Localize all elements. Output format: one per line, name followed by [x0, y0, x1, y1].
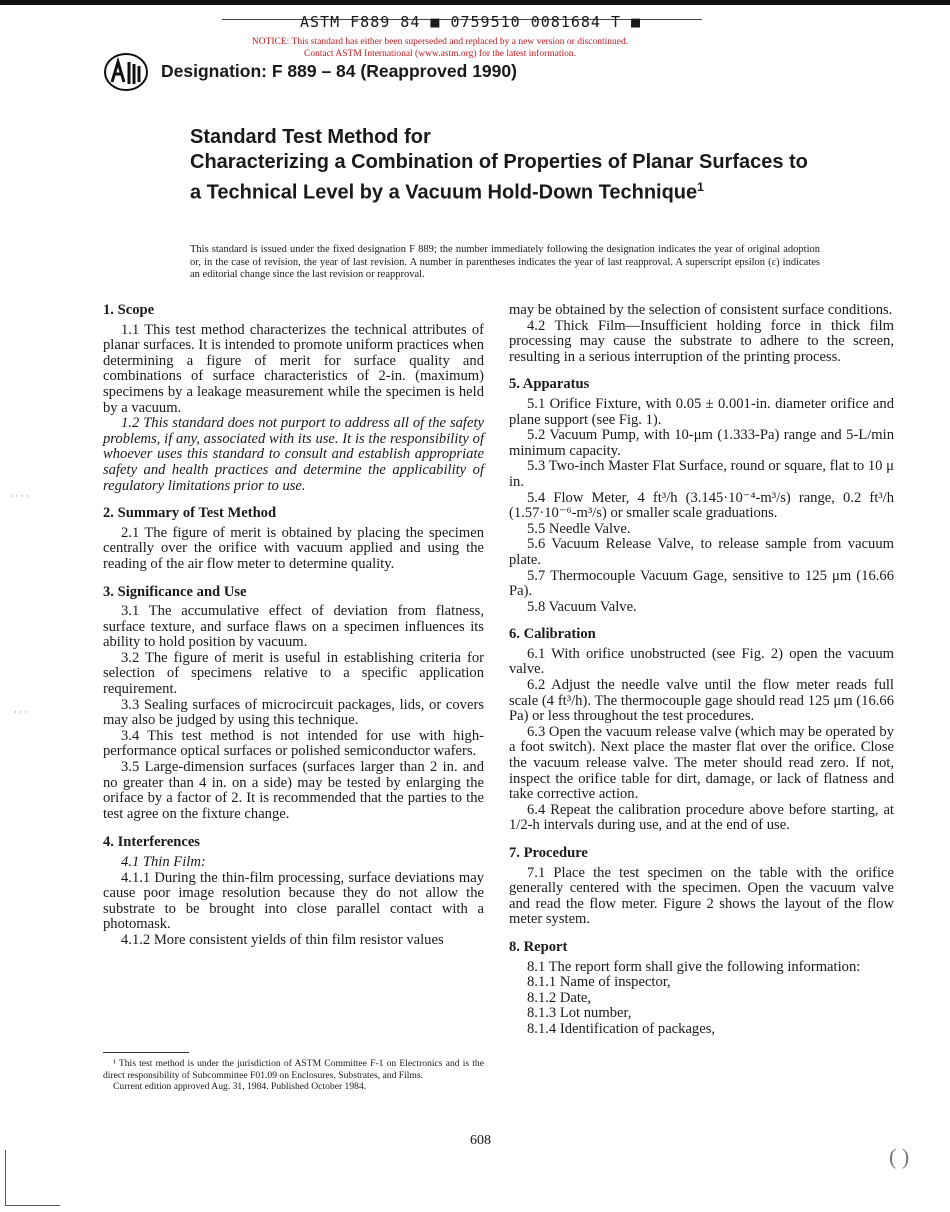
para-2-1: 2.1 The figure of merit is obtained by placing the specimen centrally over the orifice with vacuum applied and using the reading of the air flow meter to determine quality.	[103, 524, 484, 572]
section-7-heading: 7. Procedure	[509, 845, 588, 861]
para-1-2: 1.2 This standard does not purport to address all of the safety problems, if any, associated with its use. It is the responsibility of whoever uses this standard to consult and establish appropriate safety and health practices and determine the applicability of regulatory limitations prior to use.	[103, 415, 484, 494]
notice-line-1: NOTICE: This standard has either been superseded and replaced by a new version or discontinued.	[251, 37, 629, 47]
para-6-3: 6.3 Open the vacuum release valve (which may be operated by a foot switch). Next place the master flat over the orifice. Close the vacuum release valve. The meter should read zero. If not, inspect the orifice table for dirt, damage, or lack of flatness and take corrective action.	[509, 723, 894, 803]
section-6-heading: 6. Calibration	[509, 626, 596, 643]
footnote-edition: Current edition approved Aug. 31, 1984. Published October 1984.	[113, 1081, 367, 1092]
para-4-1-2-continued: may be obtained by the selection of consistent surface conditions.	[509, 302, 893, 318]
section-8-heading: 8. Report	[509, 938, 568, 955]
right-column	[509, 303, 894, 1038]
section-2-heading: 2. Summary of Test Method	[103, 505, 277, 522]
para-6-2: 6.2 Adjust the needle valve until the flow meter reads full scale (4 ft³/h). The thermocouple gage should read 125 μm (16.66 Pa) or less throughout the test procedures.	[509, 677, 894, 725]
para-8-1: 8.1 The report form shall give the following information:	[527, 958, 861, 975]
para-3-3: 3.3 Sealing surfaces of microcircuit packages, lids, or covers may also be judged by using this technique.	[103, 696, 484, 729]
para-8-1-2: 8.1.2 Date,	[527, 989, 592, 1006]
footnote	[103, 1058, 484, 1093]
para-4-1: 4.1 Thin Film:	[121, 854, 206, 870]
para-7-1: 7.1 Place the test specimen on the table with the orifice generally centered with the specimen. Open the vacuum valve and read the flow meter. Figure 2 shows the layout of the flow meter system.	[509, 864, 894, 928]
section-3-heading: 3. Significance and Use	[103, 583, 247, 600]
notice-banner	[150, 37, 730, 60]
para-5-2: 5.2 Vacuum Pump, with 10-μm (1.333-Pa) range and 5-L/min minimum capacity.	[509, 427, 894, 459]
scan-speck-icon: · · ·	[14, 707, 28, 717]
para-3-4: 3.4 This test method is not intended for use with high-performance optical surfaces or polished semiconductor wafers.	[103, 727, 484, 760]
para-5-5: 5.5 Needle Valve.	[527, 520, 631, 537]
para-5-8: 5.8 Vacuum Valve.	[527, 598, 637, 615]
title-main: Characterizing a Combination of Properties of Planar Surfaces to a Technical Level by a Vacuum Hold-Down Technique$^1$	[190, 151, 808, 204]
para-3-1: 3.1 The accumulative effect of deviation from flatness, surface texture, and surface flaws on a specimen influences its ability to hold position by vacuum.	[103, 603, 484, 651]
para-4-1-2: 4.1.2 More consistent yields of thin film resistor values	[121, 931, 444, 948]
para-5-1: 5.1 Orifice Fixture, with 0.05 ± 0.001-in. diameter orifice and plane support (see Fig. 1).	[509, 395, 894, 428]
crop-mark-vertical	[5, 1150, 6, 1206]
corner-bracket-icon: ( )	[889, 1144, 910, 1169]
para-4-1-1: 4.1.1 During the thin-film processing, surface deviations may cause poor image resolution because they do not allow the substrate to be brought into close parallel contact with a photomask.	[103, 869, 484, 933]
designation: Designation: F 889 – 84 (Reapproved 1990)	[161, 61, 517, 81]
page-number: 608	[470, 1133, 491, 1148]
para-3-5: 3.5 Large-dimension surfaces (surfaces larger than 2 in. and no greater than 4 in. on a side) may be tested by enlarging the oriface by a factor of 2. It is recommended that the parties to the test agree on the fixture change.	[103, 759, 484, 822]
notice-line-2: Contact ASTM International (www.astm.org) for the latest information.	[303, 48, 576, 59]
para-6-4: 6.4 Repeat the calibration procedure above before starting, at 1/2-h intervals during use, and at the end of use.	[509, 801, 894, 834]
para-5-4: 5.4 Flow Meter, 4 ft³/h (3.145·10⁻⁴-m³/s) range, 0.2 ft³/h (1.57·10⁻⁶-m³/s) or smaller scale graduations.	[509, 489, 894, 522]
footnote-rule	[103, 1052, 189, 1053]
para-6-1: 6.1 With orifice unobstructed (see Fig. 2) open the vacuum valve.	[509, 645, 894, 678]
para-5-7: 5.7 Thermocouple Vacuum Gage, sensitive to 125 μm (16.66 Pa).	[509, 567, 894, 600]
left-column	[103, 303, 484, 949]
para-8-1-3: 8.1.3 Lot number,	[527, 1005, 632, 1022]
scan-speck-icon: · · · ·	[10, 491, 29, 501]
para-8-1-1: 8.1.1 Name of inspector,	[527, 974, 671, 991]
issued-note: This standard is issued under the fixed designation F 889; the number immediately following the designation indicates the year of original adoption or, in the case of revision, the year of last revision. A number in parentheses indicates the year of last reapproval. A superscript epsilon (ε) indicates an editorial change since the last revision or reapproval.	[190, 244, 820, 280]
para-3-2: 3.2 The figure of merit is useful in establishing criteria for selection of specimens relative to a specific application requirement.	[103, 649, 484, 698]
crop-mark-horizontal	[5, 1205, 60, 1206]
section-4-heading: 4. Interferences	[103, 834, 200, 851]
title-line-1: Standard Test Method for	[190, 126, 431, 148]
para-4-2: 4.2 Thick Film—Insufficient holding force in thick film processing may cause the substrate to adhere to the screen, resulting in a serious interruption of the printing process.	[509, 317, 894, 365]
title-footnote-mark: 1	[697, 180, 704, 194]
document-title	[190, 125, 810, 206]
section-5-heading: 5. Apparatus	[509, 376, 590, 393]
header-stamp: ASTM F889 84 ■ 0759510 0081684 T ■	[300, 13, 642, 31]
astm-logo-icon	[103, 52, 149, 92]
footnote-1: ¹ This test method is under the jurisdiction of ASTM Committee F-1 on Electronics and is the direct responsibility of Subcommittee F01.09 on Enclosures, Substrates, and Films.	[103, 1058, 484, 1081]
para-8-1-4: 8.1.4 Identification of packages,	[527, 1020, 716, 1037]
para-5-3: 5.3 Two-inch Master Flat Surface, round or square, flat to 10 μ in.	[509, 458, 894, 490]
section-1-heading: 1. Scope	[103, 302, 155, 318]
top-edge-bar	[0, 0, 950, 5]
para-5-6: 5.6 Vacuum Release Valve, to release sample from vacuum plate.	[509, 536, 894, 568]
para-1-1: 1.1 This test method characterizes the technical attributes of planar surfaces. It is intended to promote uniform practices when determining a figure of merit for surface quality and combinations of surface characteristics of 2-in. (maximum) specimens by a leakage measurement while the specimen is held by a vacuum.	[103, 321, 484, 416]
